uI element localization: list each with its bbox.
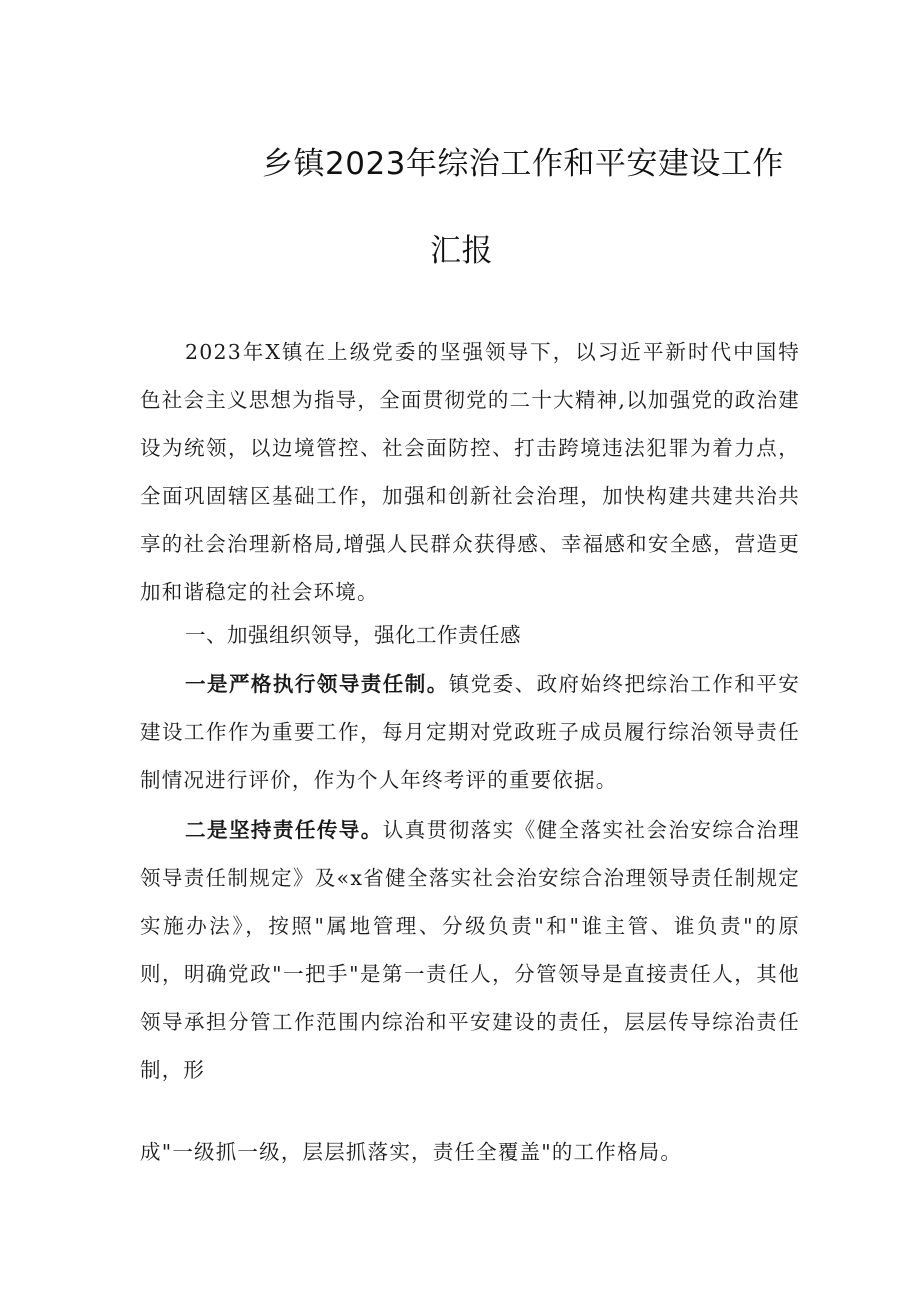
item-1-body: 镇党委、政府始终把综治工作和平安建设工作作为重要工作，每月定期对党政班子成员履行综治领导责任制情况进行评价，作为个人年终考评的重要依据。: [140, 672, 800, 792]
item-2-lead: 二是坚持责任传导。: [185, 818, 383, 842]
item-1-lead: 一是严格执行领导责任制。: [185, 672, 449, 696]
item-2-body: 认真贯彻落实《健全落实社会治安综合治理领导责任制规定》及«x省健全落实社会治安综合治理领导责任制规定实施办法》，按照"属地管理、分级负责"和"谁主管、谁负责"的原则，明确党政"一把手"是第一责任人，分管领导是直接责任人，其他领导承担分管工作范围内综治和平安建设的责任，层层传导综治责任制，形: [140, 818, 800, 1082]
item-2-paragraph: [140, 806, 800, 1094]
section-1-heading: 一、加强组织领导，强化工作责任感: [185, 623, 521, 647]
document-title-line-2: 汇报: [430, 233, 493, 269]
document-title-line-1: 乡镇2023年综治工作和平安建设工作: [262, 146, 784, 182]
intro-paragraph: 2023年X镇在上级党委的坚强领导下，以习近平新时代中国特色社会主义思想为指导，全面贯彻党的二十大精神,以加强党的政治建设为统领，以边境管控、社会面防控、打击跨境违法犯罪为着力点，全面巩固辖区基础工作，加强和创新社会治理，加快构建共建共治共享的社会治理新格局,增强人民群众获得感、幸福感和安全感，营造更加和谐稳定的社会环境。: [140, 340, 800, 604]
item-2-continuation: 成"一级抓一级，层层抓落实，责任全覆盖"的工作格局。: [140, 1140, 683, 1164]
item-1-paragraph: [140, 660, 800, 804]
